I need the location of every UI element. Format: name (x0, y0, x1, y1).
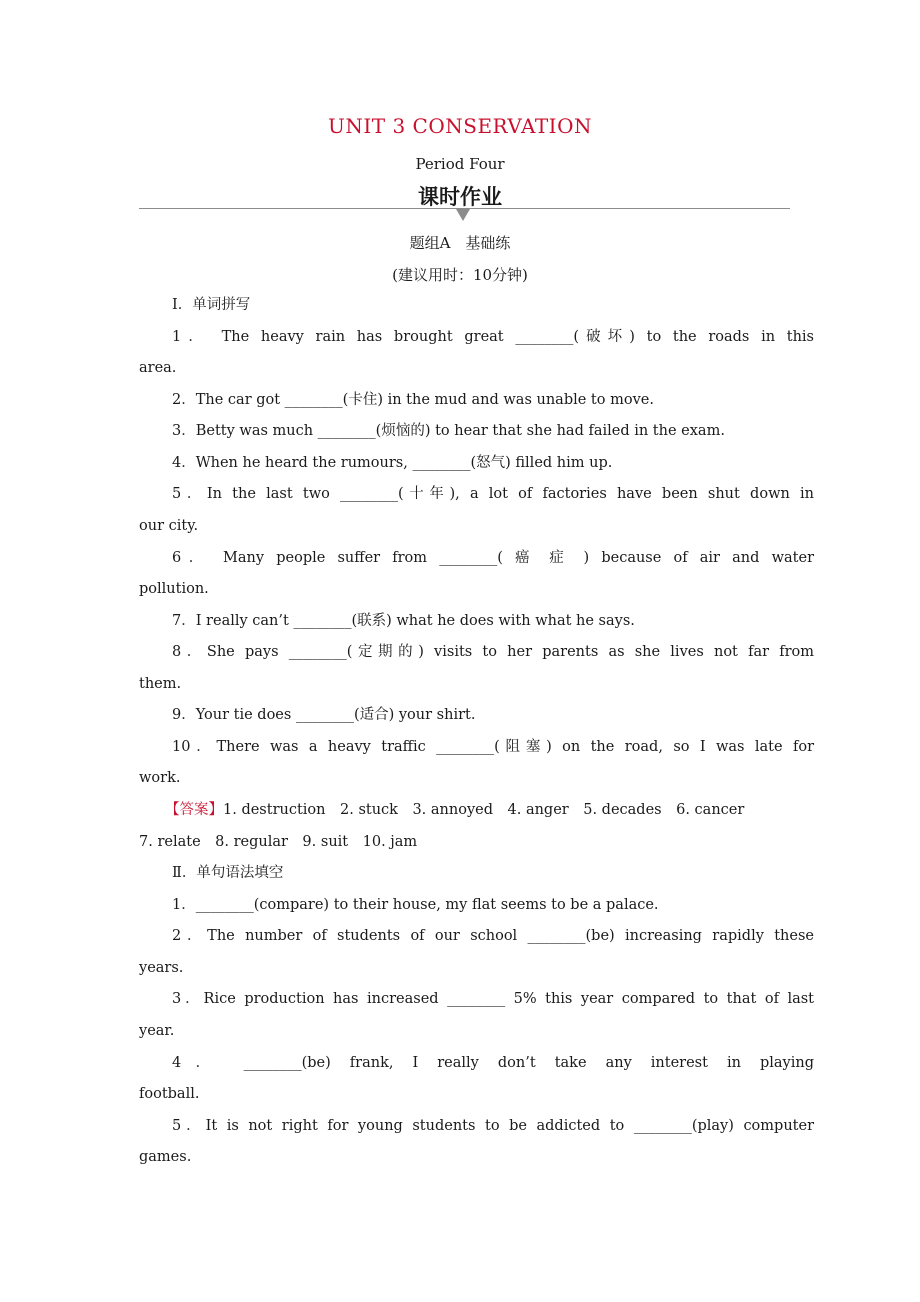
s1-line: 10．There was a heavy traffic ________(阻塞) on the road, so I was late for (172, 739, 814, 755)
s1-line: pollution. (139, 581, 209, 597)
s2-line: years. (139, 960, 184, 976)
answer-line (165, 800, 814, 820)
period-label: Period Four (415, 155, 505, 173)
divider-arrow-icon (456, 209, 470, 221)
s1-line: 2．The car got ________(卡住) in the mud and was unable to move. (172, 392, 654, 408)
unit-title: UNIT 3 CONSERVATION (328, 114, 592, 138)
answer-line-2: 7. relate 8. regular 9. suit 10. jam (139, 834, 418, 850)
s1-line: 6． Many people suffer from ________( 癌 症 ) because of air and water (172, 550, 814, 566)
s1-line: 5．In the last two ________(十年), a lot of factories have been shut down in (172, 486, 814, 502)
homework-heading: 课时作业 (418, 184, 502, 209)
s1-line: 3．Betty was much ________(烦恼的) to hear that she had failed in the exam. (172, 423, 725, 439)
s2-line: 2．The number of students of our school ________(be) increasing rapidly these (172, 928, 814, 944)
s1-line: work. (139, 770, 181, 786)
s1-line: 4．When he heard the rumours, ________(怒气) filled him up. (172, 455, 613, 471)
s2-line: 4． ________(be) frank, I really don’t take any interest in playing (172, 1055, 814, 1071)
group-label: 题组A 基础练 (409, 234, 511, 252)
section1-title: Ⅰ．单词拼写 (172, 297, 251, 313)
s2-line: 3．Rice production has increased ________ 5% this year compared to that of last (172, 991, 814, 1007)
answer-tag: 【答案】 (165, 802, 223, 818)
s2-line: 5．It is not right for young students to be addicted to ________(play) computer (172, 1118, 814, 1134)
s1-line: 8．She pays ________(定期的) visits to her parents as she lives not far from (172, 644, 814, 660)
s1-line: 7．I really can’t ________(联系) what he does with what he says. (172, 613, 635, 629)
s1-line: them. (139, 676, 182, 692)
s2-line: football. (139, 1086, 200, 1102)
section2-title: Ⅱ．单句语法填空 (172, 865, 284, 881)
s2-line: 1．________(compare) to their house, my flat seems to be a palace. (172, 897, 659, 913)
s1-line: area. (139, 360, 177, 376)
s1-line: our city. (139, 518, 199, 534)
s1-line: 9．Your tie does ________(适合) your shirt. (172, 707, 476, 723)
answer-text: 1. destruction 2. stuck 3. annoyed 4. anger 5. decades 6. cancer (223, 802, 745, 818)
s1-line: 1． The heavy rain has brought great ________(破坏) to the roads in this (172, 329, 814, 345)
s2-line: year. (139, 1023, 175, 1039)
s2-line: games. (139, 1149, 192, 1165)
time-hint: (建议用时：10分钟) (392, 266, 528, 284)
